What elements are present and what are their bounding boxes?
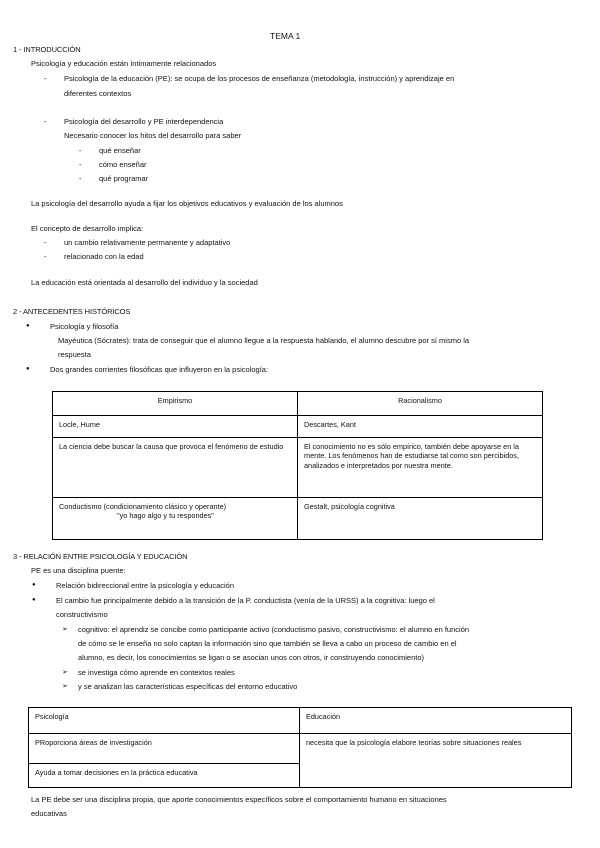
philosophy-table <box>52 391 543 540</box>
s1-paragraph-1: La psicología del desarrollo ayuda a fijar los objetivos educativos y evaluación de los alumnos <box>31 199 343 208</box>
s3-arrow-2: ➢ se investiga cómo aprende en contextos reales <box>78 668 235 678</box>
list-item: - cómo enseñar <box>99 160 147 170</box>
final-paragraph-line2: educativas <box>31 809 67 818</box>
s1-item2-line2: Necesario conocer los hitos del desarrollo para saber <box>64 131 242 140</box>
table-cell: Descartes, Kant <box>298 416 543 438</box>
s1-paragraph-2: El concepto de desarrollo implica: <box>31 224 144 233</box>
table-cell-line: "yo hago algo y tu respondes" <box>117 511 214 521</box>
s3-bullet-1: ● Relación bidireccional entre la psicología y educación <box>56 581 234 591</box>
document-title: TEMA 1 <box>270 31 301 41</box>
section-1-intro: Psicología y educación están íntimamente relacionados <box>31 59 217 68</box>
s3-bullet-2-line2: constructivismo <box>56 610 108 619</box>
s2-bullet-1-line2: respuesta <box>58 350 91 359</box>
table-header-psicologia: Psicología <box>29 708 300 734</box>
table-cell: La ciencia debe buscar la causa que provoca el fenómeno de estudio <box>53 438 298 498</box>
table-cell: Ayuda a tomar decisiones en la práctica educativa <box>29 764 300 788</box>
table-header-empirismo: Empirismo <box>53 392 298 416</box>
section-3-heading: 3 - RELACIÓN ENTRE PSICOLOGÍA Y EDUCACIÓN <box>13 552 188 561</box>
table-cell: El conocimiento no es sólo empírico, también debe apoyarse en la mente. Los fenómenos han de estudiarse tal como son percibidos, analizados e interpretados por nuestra mente. <box>298 438 543 498</box>
s3-arrow-3: ➢ y se analizan las características específicas del entorno educativo <box>78 682 297 692</box>
table-cell <box>53 498 298 540</box>
list-item: - qué programar <box>99 174 148 184</box>
list-item: - relacionado con la edad <box>64 252 144 262</box>
section-2-heading: 2 - ANTECEDENTES HISTÓRICOS <box>13 307 131 316</box>
final-paragraph-line1: La PE debe ser una disciplina propia, que aporte conocimientos específicos sobre el comportamiento humano en situaciones <box>31 795 447 804</box>
table-header-racionalismo: Racionalismo <box>298 392 543 416</box>
s3-bullet-2-line1: ● El cambio fue principalmente debido a la transición de la P. conductista (venía de la URSS) a la cognitiva: luego el <box>56 596 435 606</box>
s2-bullet-1: ● Psicología y filosofía <box>50 322 118 332</box>
s2-bullet-2: ● Dos grandes corrientes filosóficas que influyeron en la psicología: <box>50 365 268 375</box>
s1-item2-line1: - Psicología del desarrollo y PE interdependencia <box>64 117 223 127</box>
list-item: - qué enseñar <box>99 146 141 156</box>
list-item: - un cambio relativamente permanente y adaptativo <box>64 238 230 248</box>
s1-item1-line2: diferentes contextos <box>64 89 132 98</box>
s2-bullet-1-line1: Mayéutica (Sócrates): trata de conseguir que el alumno llegue a la respuesta hablando, el alumno descubre por sí mismo la <box>58 336 470 345</box>
table-cell: necesita que la psicología elabore teorías sobre situaciones reales <box>300 734 572 788</box>
table-header-educacion: Educación <box>300 708 572 734</box>
table-cell-line: Conductismo (condicionamiento clásico y operante) <box>59 502 227 511</box>
section-3-intro: PE es una disciplina puente: <box>31 566 126 575</box>
table-cell: PRoporciona áreas de investigación <box>29 734 300 764</box>
psychology-education-table <box>28 707 572 788</box>
table-cell: Locle, Hume <box>53 416 298 438</box>
s3-arrow-1-line3: alumno, es decir, los conocimientos se ligan o se asocian unos con otros, ir construyendo conocimiento) <box>78 653 425 662</box>
s3-arrow-1-line2: de cómo se le enseña no solo captan la información sino que también se lleva a cabo un proceso de cambio en el <box>78 639 457 648</box>
s1-item1-line1: - Psicología de la educación (PE): se ocupa de los procesos de enseñanza (metodología, instrucción) y aprendizaje en <box>64 74 454 84</box>
s1-paragraph-3: La educación está orientada al desarrollo del individuo y la sociedad <box>31 278 258 287</box>
s3-arrow-1-line1: ➢ cognitivo: el aprendiz se concibe como participante activo (conductismo pasivo, constructivismo: el alumno en función <box>78 625 469 635</box>
table-cell: Gestalt, psicología cognitiva <box>298 498 543 540</box>
section-1-heading: 1 - INTRODUCCIÓN <box>13 45 81 54</box>
